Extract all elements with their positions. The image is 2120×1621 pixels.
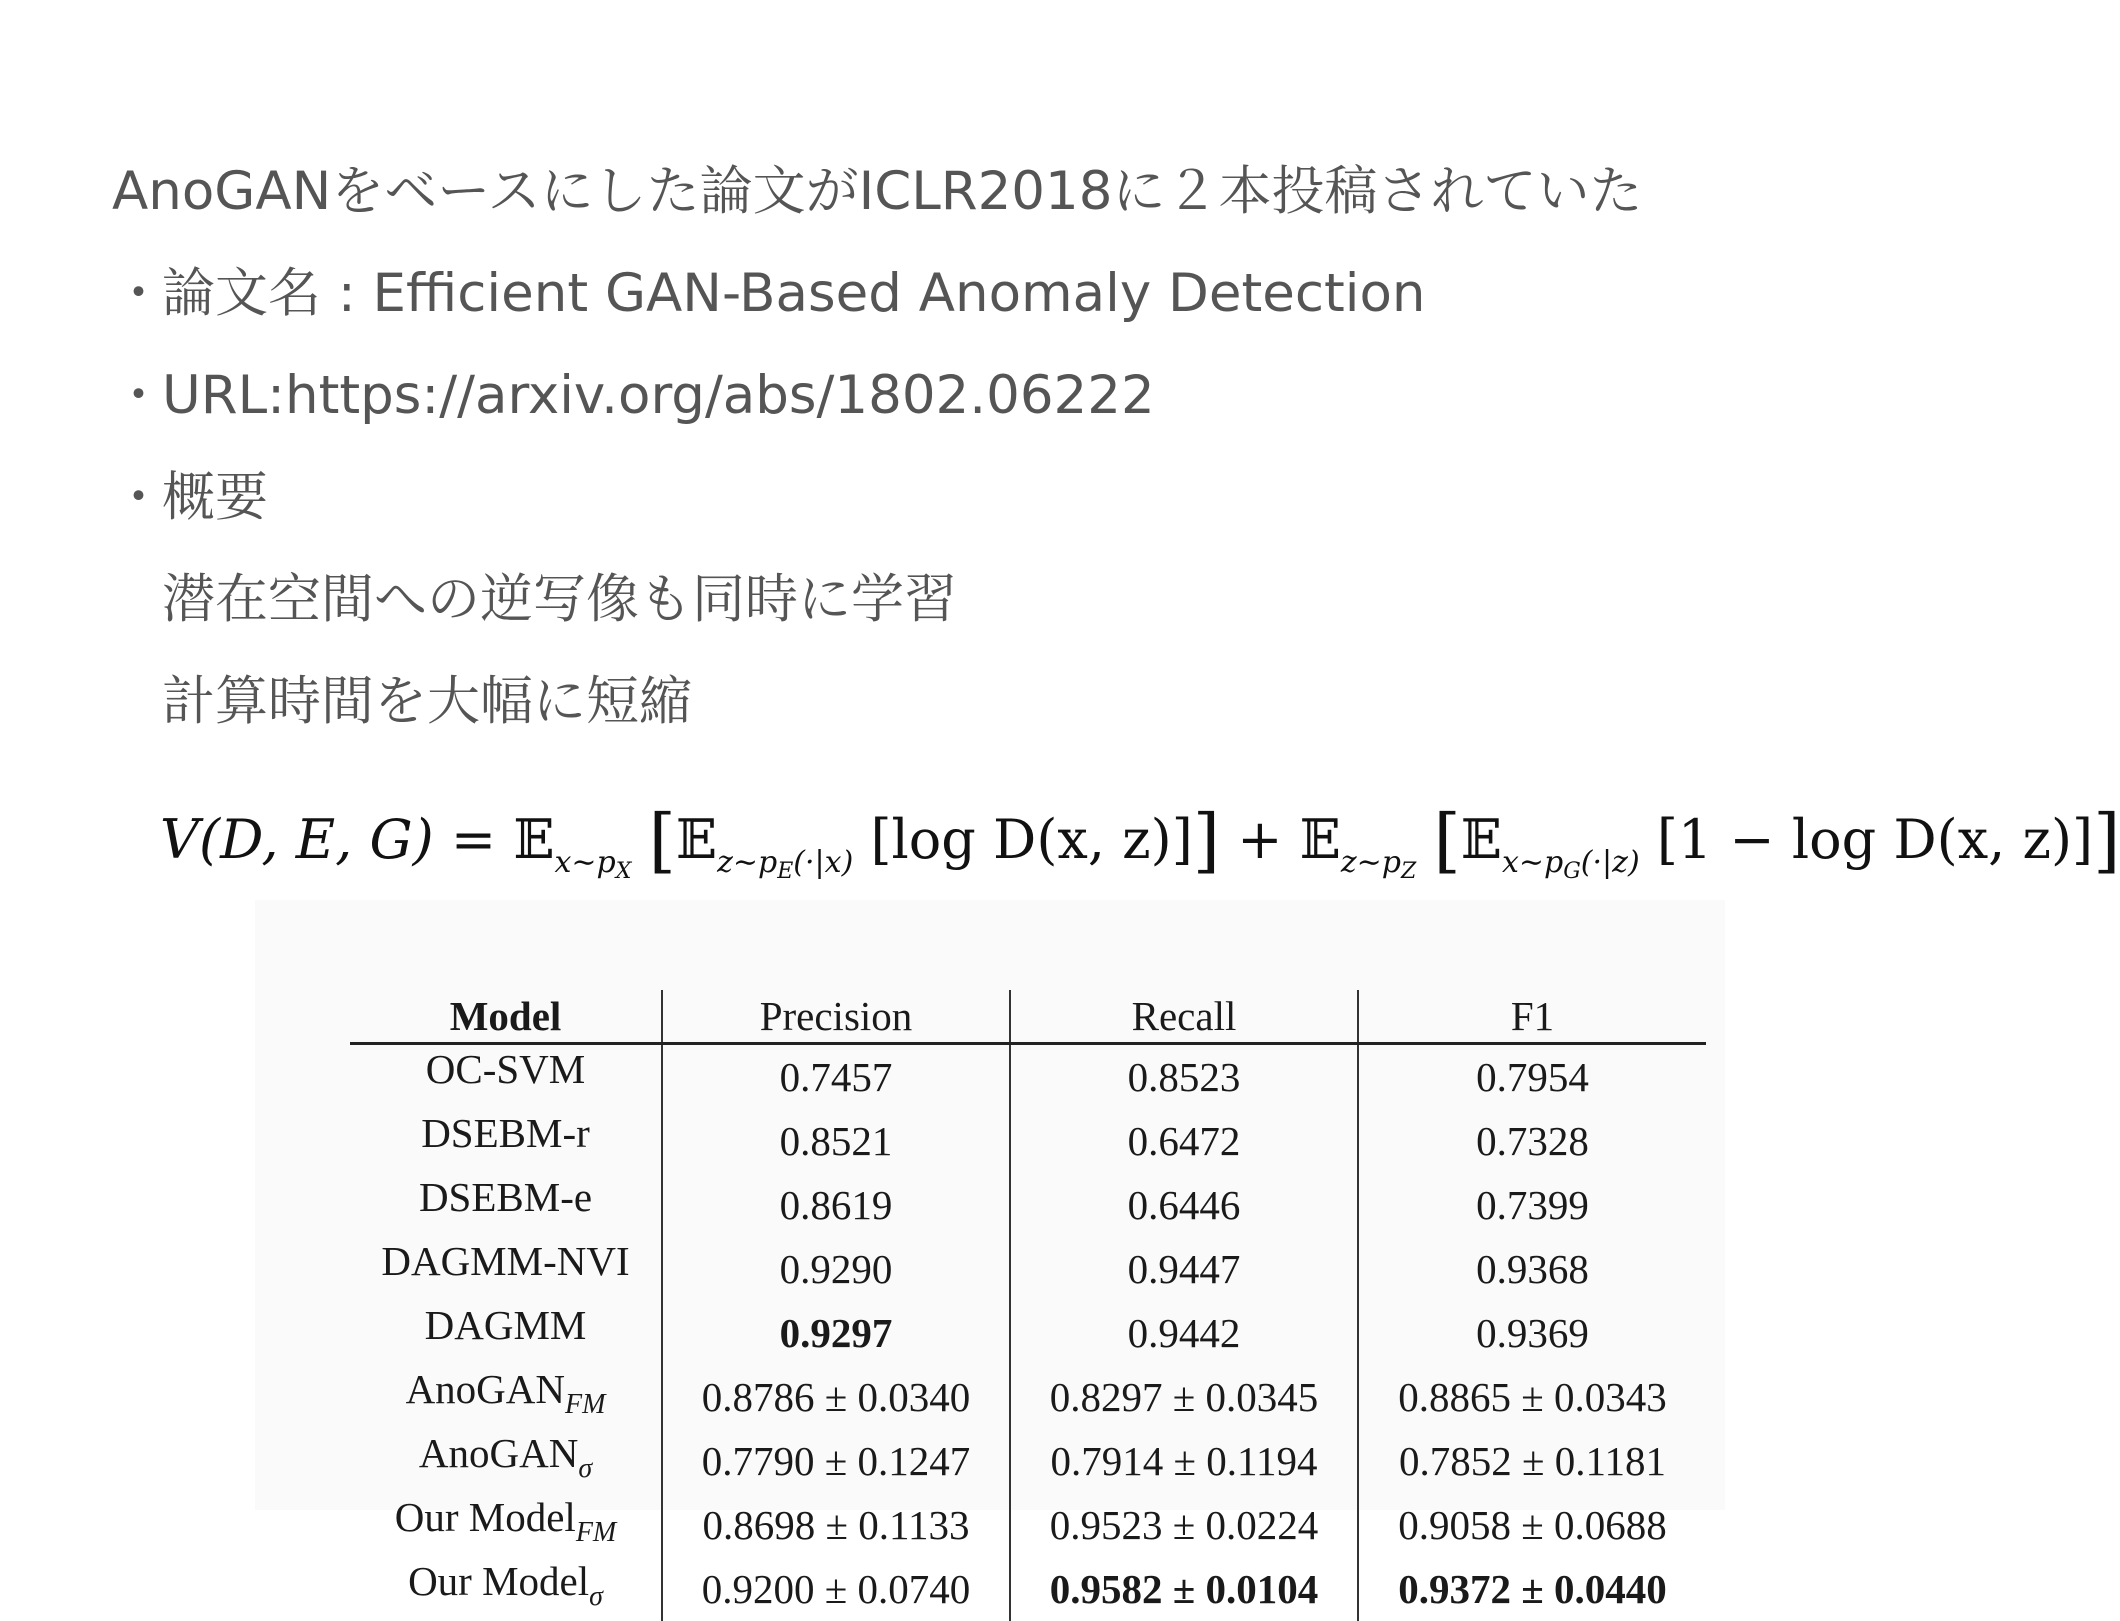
results-table bbox=[350, 990, 1706, 1621]
precision-cell-best: 0.9297 bbox=[662, 1301, 1010, 1365]
f1-cell: 0.7328 bbox=[1358, 1109, 1706, 1173]
recall-cell: 0.7914 ± 0.1194 bbox=[1010, 1429, 1358, 1493]
expectation-symbol: 𝔼 bbox=[675, 808, 718, 871]
model-cell: DAGMM-NVI bbox=[381, 1238, 630, 1284]
results-table-image bbox=[255, 900, 1725, 1612]
recall-cell: 0.8297 ± 0.0345 bbox=[1010, 1365, 1358, 1429]
expectation-symbol: 𝔼 bbox=[1460, 808, 1502, 871]
table-row bbox=[350, 1493, 1706, 1557]
paper-name-text: 論文名 : Efficient GAN-Based Anomaly Detection bbox=[162, 263, 1426, 324]
formula-term-2: [1 − log D(x, z)] bbox=[1656, 808, 2094, 871]
recall-cell: 0.8523 bbox=[1010, 1044, 1358, 1110]
summary-item-1: 潜在空間への逆写像も同時に学習 bbox=[162, 569, 957, 630]
recall-cell: 0.9523 ± 0.0224 bbox=[1010, 1493, 1358, 1557]
table-row bbox=[350, 1237, 1706, 1301]
precision-cell: 0.8698 ± 0.1133 bbox=[662, 1493, 1010, 1557]
formula-subscript: x∼pG(·|z) bbox=[1501, 845, 1640, 884]
f1-cell: 0.9369 bbox=[1358, 1301, 1706, 1365]
expectation-symbol: 𝔼 bbox=[1299, 808, 1341, 871]
column-header-model: Model bbox=[449, 993, 562, 1039]
bullet-mark: ・ bbox=[112, 263, 165, 324]
objective-formula: V(D, E, G) = 𝔼$_{x\sim p_X}$ [𝔼$_{z\sim p_E(\cdot|x)}$ [log D(x, z)]] + 𝔼$_{z\sim p_Z}$ [𝔼$_{x\sim p_G(\cdot|z)}$ [1 − log D(x, z)]] bbox=[160, 799, 2120, 884]
precision-cell: 0.8786 ± 0.0340 bbox=[662, 1365, 1010, 1429]
model-cell: AnoGAN$_\sigma$ bbox=[418, 1430, 593, 1484]
model-cell: DSEBM-r bbox=[421, 1110, 590, 1156]
summary-label: 概要 bbox=[162, 467, 268, 528]
recall-cell: 0.9442 bbox=[1010, 1301, 1358, 1365]
f1-cell: 0.7852 ± 0.1181 bbox=[1358, 1429, 1706, 1493]
bullet-paper-name bbox=[112, 262, 1426, 326]
table-header-row bbox=[350, 990, 1706, 1044]
url-text: URL:https://arxiv.org/abs/1802.06222 bbox=[162, 365, 1155, 426]
f1-cell-best: 0.9372 ± 0.0440 bbox=[1358, 1557, 1706, 1621]
formula-plus: + bbox=[1237, 808, 1283, 871]
table-row bbox=[350, 1429, 1706, 1493]
table-row bbox=[350, 1557, 1706, 1621]
precision-cell: 0.8619 bbox=[662, 1173, 1010, 1237]
table-row bbox=[350, 1365, 1706, 1429]
bullet-url bbox=[112, 364, 1155, 428]
recall-cell: 0.9447 bbox=[1010, 1237, 1358, 1301]
f1-cell: 0.9368 bbox=[1358, 1237, 1706, 1301]
recall-cell: 0.6472 bbox=[1010, 1109, 1358, 1173]
model-cell: Our Model$_{FM}$ bbox=[394, 1494, 617, 1548]
bullet-mark: ・ bbox=[112, 467, 165, 528]
precision-cell: 0.7790 ± 0.1247 bbox=[662, 1429, 1010, 1493]
expectation-symbol: 𝔼 bbox=[513, 808, 555, 871]
f1-cell: 0.8865 ± 0.0343 bbox=[1358, 1365, 1706, 1429]
bullet-mark: ・ bbox=[112, 365, 165, 426]
column-header-precision: Precision bbox=[662, 990, 1010, 1044]
model-cell: DSEBM-e bbox=[418, 1174, 593, 1220]
column-header-f1: F1 bbox=[1358, 990, 1706, 1044]
formula-subscript: z∼pE(·|x) bbox=[717, 845, 854, 884]
table-row bbox=[350, 1109, 1706, 1173]
model-cell: Our Model$_\sigma$ bbox=[408, 1558, 603, 1612]
precision-cell: 0.7457 bbox=[662, 1044, 1010, 1110]
summary-item-2: 計算時間を大幅に短縮 bbox=[162, 671, 692, 732]
formula-subscript: x∼pX bbox=[554, 845, 632, 884]
bullet-summary bbox=[112, 466, 268, 530]
precision-cell: 0.9200 ± 0.0740 bbox=[662, 1557, 1010, 1621]
column-header-recall: Recall bbox=[1010, 990, 1358, 1044]
table-row bbox=[350, 1301, 1706, 1365]
f1-cell: 0.7399 bbox=[1358, 1173, 1706, 1237]
recall-cell: 0.6446 bbox=[1010, 1173, 1358, 1237]
table-row bbox=[350, 1044, 1706, 1110]
formula-lhs: V(D, E, G) = bbox=[160, 808, 497, 871]
f1-cell: 0.9058 ± 0.0688 bbox=[1358, 1493, 1706, 1557]
f1-cell: 0.7954 bbox=[1358, 1044, 1706, 1110]
recall-cell-best: 0.9582 ± 0.0104 bbox=[1010, 1557, 1358, 1621]
precision-cell: 0.9290 bbox=[662, 1237, 1010, 1301]
model-cell: DAGMM bbox=[424, 1302, 587, 1348]
model-cell: AnoGAN$_{FM}$ bbox=[405, 1366, 606, 1420]
precision-cell: 0.8521 bbox=[662, 1109, 1010, 1173]
slide-title: AnoGANをベースにした論文がICLR2018に２本投稿されていた bbox=[112, 161, 1643, 222]
formula-term-1: [log D(x, z)] bbox=[870, 808, 1193, 871]
table-row bbox=[350, 1173, 1706, 1237]
formula-subscript: z∼pZ bbox=[1340, 845, 1417, 884]
model-cell: OC-SVM bbox=[425, 1046, 586, 1092]
